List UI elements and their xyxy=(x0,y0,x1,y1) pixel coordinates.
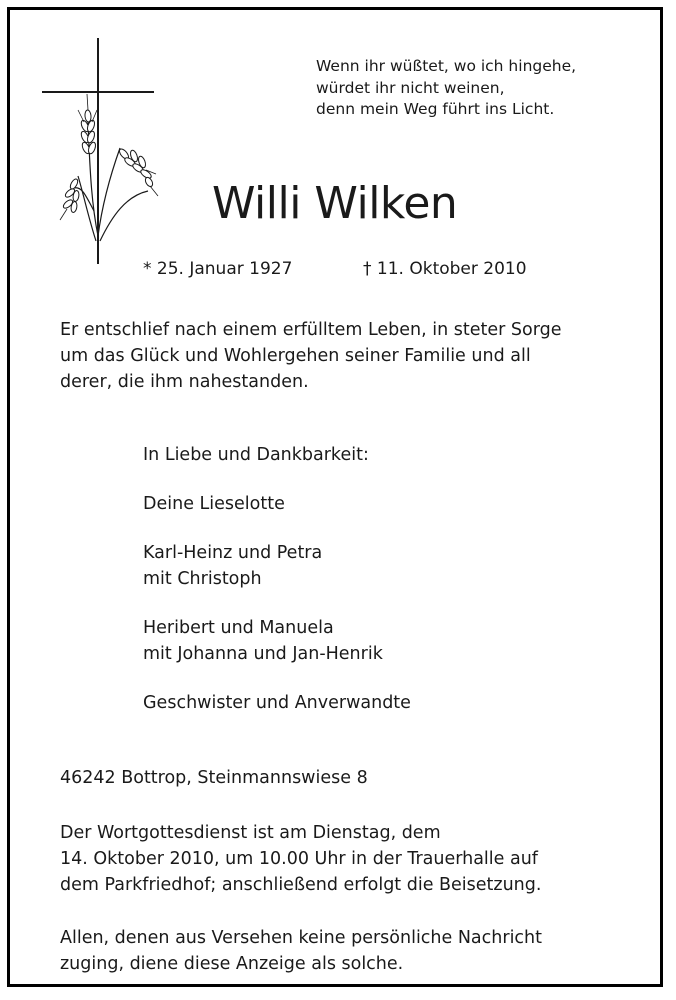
tribute-line: derer, die ihm nahestanden. xyxy=(60,372,309,392)
motto-line: denn mein Weg führt ins Licht. xyxy=(316,100,555,118)
service-line: dem Parkfriedhof; anschließend erfolgt die Beisetzung. xyxy=(60,875,542,895)
mourner-group xyxy=(143,615,411,667)
service-line: 14. Oktober 2010, um 10.00 Uhr in der Trauerhalle auf xyxy=(60,849,538,869)
tribute-line: um das Glück und Wohlergehen seiner Familie und all xyxy=(60,346,531,366)
mourner-group xyxy=(143,442,411,468)
death-date: † 11. Oktober 2010 xyxy=(363,259,527,279)
mourner-line: Deine Lieselotte xyxy=(143,494,285,514)
life-dates xyxy=(143,257,527,281)
mourner-line: Geschwister und Anverwandte xyxy=(143,693,411,713)
mourner-group xyxy=(143,491,411,517)
closing-paragraph xyxy=(60,925,542,977)
deceased-name: Willi Wilken xyxy=(212,178,458,229)
mourner-group xyxy=(143,690,411,716)
service-paragraph xyxy=(60,820,541,898)
tribute-line: Er entschlief nach einem erfülltem Leben, in steter Sorge xyxy=(60,320,562,340)
birth-date: * 25. Januar 1927 xyxy=(143,259,293,279)
mourner-line: Karl-Heinz und Petra xyxy=(143,543,323,563)
mourner-line: Heribert und Manuela xyxy=(143,618,334,638)
cross-with-wheat-icon xyxy=(40,36,160,268)
mourner-line: mit Johanna und Jan-Henrik xyxy=(143,644,383,664)
family-address: 46242 Bottrop, Steinmannswiese 8 xyxy=(60,768,368,788)
service-line: Der Wortgottesdienst ist am Dienstag, dem xyxy=(60,823,441,843)
motto-line: würdet ihr nicht weinen, xyxy=(316,78,505,97)
mourner-group xyxy=(143,540,411,592)
motto-line: Wenn ihr wüßtet, wo ich hingehe, xyxy=(316,57,577,75)
motto-verse xyxy=(316,56,576,121)
mourner-line: mit Christoph xyxy=(143,569,262,589)
closing-line: zuging, diene diese Anzeige als solche. xyxy=(60,954,404,974)
closing-line: Allen, denen aus Versehen keine persönliche Nachricht xyxy=(60,928,543,948)
mourners-list xyxy=(143,442,411,716)
mourner-line: In Liebe und Dankbarkeit: xyxy=(143,445,369,465)
tribute-paragraph xyxy=(60,317,561,395)
